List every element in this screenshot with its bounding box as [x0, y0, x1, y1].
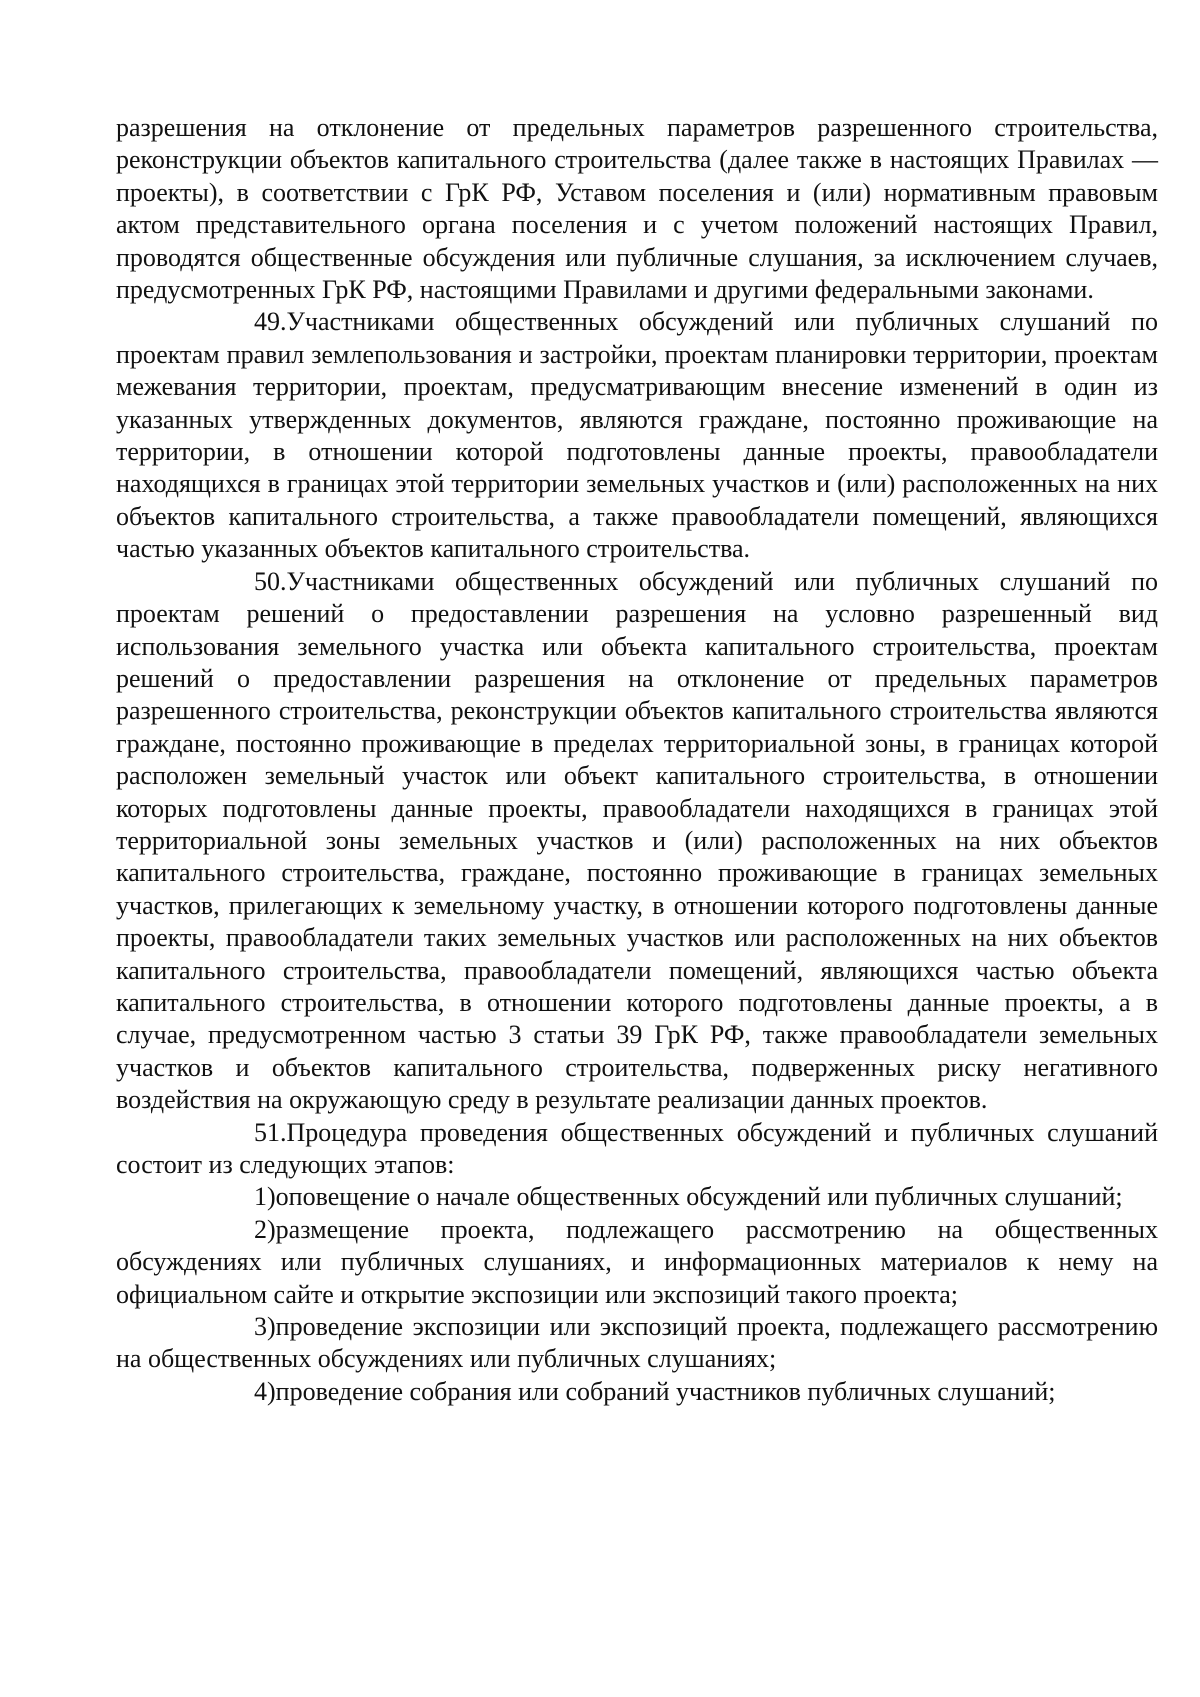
paragraph-number: 51. — [254, 1117, 287, 1147]
paragraph-intro: разрешения на отклонение от предельных параметров разрешенного строительства, реконструкции объектов капитального строительства (далее также в настоящих Правилах — проекты), в соответствии с ГрК РФ, Уставом поселения и (или) нормативным правовым актом представительного органа поселения и с учетом положений настоящих Правил, проводятся общественные обсуждения или публичные слушания, за исключением случаев, предусмотренных ГрК РФ, настоящими Правилами и другими федеральными законами. — [116, 113, 1158, 305]
list-item — [116, 1214, 1158, 1311]
list-item-text: размещение проекта, подлежащего рассмотрению на общественных обсуждениях или публичных слушаниях, и информационных материалов к нему на официальном сайте и открытие экспозиции или экспозиций такого проекта; — [116, 1214, 1158, 1309]
list-item — [116, 1181, 1158, 1213]
paragraph-text: Участниками общественных обсуждений или публичных слушаний по проектам правил землепользования и застройки, проектам планировки территории, проектам межевания территории, проектам, предусматривающим внесение изменений в один из указанных утвержденных документов, являются граждане, постоянно проживающие на территории, в отношении которой подготовлены данные проекты, правообладатели находящихся в границах этой территории земельных участков и (или) расположенных на них объектов капитального строительства, а также правообладатели помещений, являющихся частью указанных объектов капитального строительства. — [116, 307, 1158, 564]
paragraph-50 — [116, 566, 1158, 1117]
paragraph-number: 50. — [254, 566, 287, 596]
paragraph-text: Процедура проведения общественных обсуждений и публичных слушаний состоит из следующих этапов: — [116, 1117, 1158, 1179]
list-item-number: 2) — [254, 1214, 276, 1244]
paragraph-51 — [116, 1117, 1158, 1182]
list-item-text: проведение собрания или собраний участников публичных слушаний; — [275, 1376, 1056, 1406]
paragraph-number: 49. — [254, 307, 287, 337]
list-item — [116, 1376, 1158, 1408]
list-item-number: 1) — [254, 1182, 276, 1212]
list-item-number: 4) — [254, 1376, 276, 1406]
list-item-number: 3) — [254, 1312, 276, 1342]
paragraph-49 — [116, 306, 1158, 565]
paragraph-text: Участниками общественных обсуждений или публичных слушаний по проектам решений о предоставлении разрешения на условно разрешенный вид использования земельного участка или объекта капитального строительства, проектам решений о предоставлении разрешения на отклонение от предельных параметров разрешенного строительства, реконструкции объектов капитального строительства являются граждане, постоянно проживающие в пределах территориальной зоны, в границах которой расположен земельный участок или объект капитального строительства, в отношении которых подготовлены данные проекты, правообладатели находящихся в границах этой территориальной зоны земельных участков и (или) расположенных на них объектов капитального строительства, граждане, постоянно проживающие в границах земельных участков, прилегающих к земельному участку, в отношении которого подготовлены данные проекты, правообладатели таких земельных участков или расположенных на них объектов капитального строительства, правообладатели помещений, являющихся частью объекта капитального строительства, в отношении которого подготовлены данные проекты, а в случае, предусмотренном частью 3 статьи 39 ГрК РФ, также правообладатели земельных участков и объектов капитального строительства, подверженных риску негативного воздействия на окружающую среду в результате реализации данных проектов. — [116, 566, 1158, 1115]
list-item-text: проведение экспозиции или экспозиций проекта, подлежащего рассмотрению на общественных обсуждениях или публичных слушаниях; — [116, 1312, 1158, 1374]
list-item-text: оповещение о начале общественных обсуждений или публичных слушаний; — [275, 1182, 1123, 1212]
list-item — [116, 1311, 1158, 1376]
document-body — [116, 112, 1158, 1408]
